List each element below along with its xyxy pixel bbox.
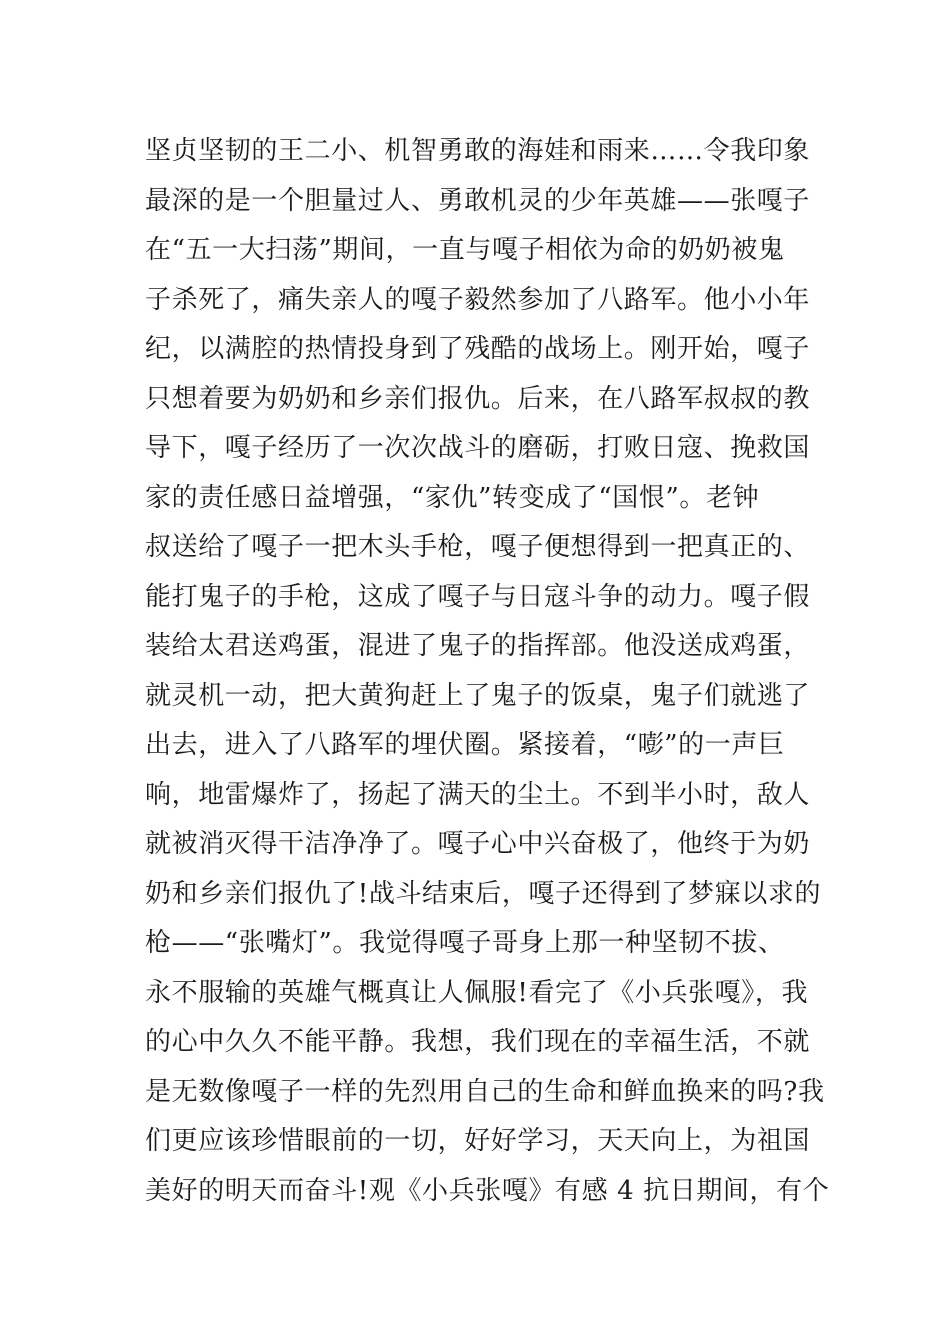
text-line: 的心中久久不能平静。我想，我们现在的幸福生活，不就	[145, 1027, 811, 1057]
text-line: 在“五一大扫荡”期间，一直与嘎子相依为命的奶奶被鬼	[145, 235, 785, 265]
text-line: 奶和乡亲们报仇了!战斗结束后，嘎子还得到了梦寐以求的	[145, 878, 822, 909]
text-line: 装给太君送鸡蛋，混进了鬼子的指挥部。他没送成鸡蛋，	[145, 631, 811, 661]
text-line: 能打鬼子的手枪，这成了嘎子与日寇斗争的动力。嘎子假	[145, 581, 811, 612]
text-line: 美好的明天而奋斗!观《小兵张嘎》有感 4 抗日期间，有个	[145, 1175, 830, 1206]
text-line: 家的责任感日益增强，“家仇”转变成了“国恨”。老钟	[145, 482, 760, 513]
text-line: 最深的是一个胆量过人、勇敢机灵的少年英雄——张嘎子	[145, 185, 811, 216]
text-line: 导下，嘎子经历了一次次战斗的磨砺，打败日寇、挽救国	[145, 433, 811, 463]
text-line: 就被消灭得干洁净净了。嘎子心中兴奋极了，他终于为奶	[145, 829, 811, 859]
text-line: 子杀死了，痛失亲人的嘎子毅然参加了八路军。他小小年	[145, 284, 811, 315]
text-line: 响，地雷爆炸了，扬起了满天的尘土。不到半小时，敌人	[145, 779, 811, 810]
body-paragraph	[145, 127, 830, 1216]
text-line: 叔送给了嘎子一把木头手枪，嘎子便想得到一把真正的、	[145, 532, 811, 562]
text-line: 纪，以满腔的热情投身到了残酷的战场上。刚开始，嘎子	[145, 334, 811, 364]
text-line: 坚贞坚韧的王二小、机智勇敢的海娃和雨来……令我印象	[145, 136, 811, 166]
text-line: 永不服输的英雄气概真让人佩服!看完了《小兵张嘎》，我	[145, 977, 809, 1008]
text-line: 就灵机一动，把大黄狗赶上了鬼子的饭桌，鬼子们就逃了	[145, 680, 811, 711]
text-line: 出去，进入了八路军的埋伏圈。紧接着，“嘭”的一声巨	[145, 730, 785, 760]
text-line: 枪——“张嘴灯”。我觉得嘎子哥身上那一种坚韧不拔、	[145, 928, 785, 958]
text-line: 们更应该珍惜眼前的一切，好好学习，天天向上，为祖国	[145, 1126, 811, 1156]
text-line: 只想着要为奶奶和乡亲们报仇。后来，在八路军叔叔的教	[145, 383, 811, 414]
text-line: 是无数像嘎子一样的先烈用自己的生命和鲜血换来的吗?我	[145, 1076, 825, 1107]
